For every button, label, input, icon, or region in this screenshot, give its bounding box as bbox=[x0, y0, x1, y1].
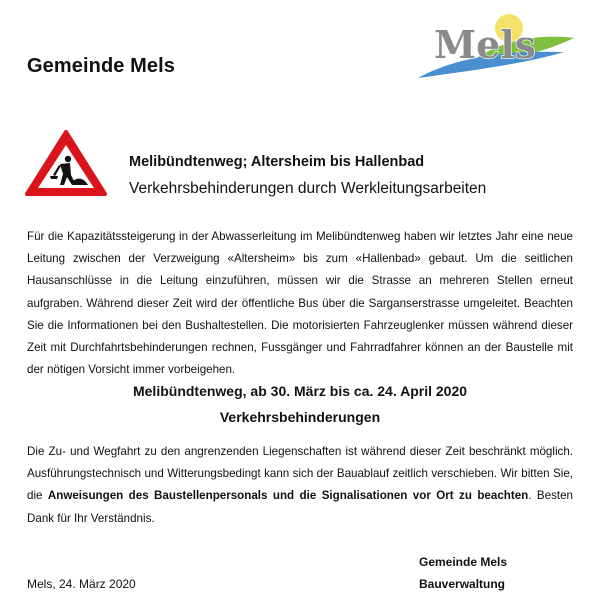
notice-subtitle: Verkehrsbehinderungen durch Werkleitungsarbeiten bbox=[129, 180, 487, 197]
roadworks-warning-icon bbox=[24, 128, 108, 198]
notice-headline: Melibündtenweg; Altersheim bis Hallenbad bbox=[129, 154, 425, 170]
period-line-dates: Melibündtenweg, ab 30. März bis ca. 24. April 2020 bbox=[132, 383, 468, 399]
logo-wordmark: Mels bbox=[434, 22, 537, 67]
signature-org: Gemeinde Mels bbox=[419, 555, 508, 569]
paragraph-2-start: Die Zu- und Wegfahrt zu den angrenzenden Liegenschaften ist während dieser Zeit beschränkt möglich. Ausführungstechnisch und Witterungsbedingt kann sich der Bauablauf zeitlich verschieben. Wir bitten Sie, die bbox=[27, 445, 573, 503]
paragraph-2-emphasis: Anweisungen des Baustellenpersonals und die Signalisationen vor Ort zu beachten bbox=[47, 489, 529, 503]
mels-logo bbox=[414, 8, 576, 80]
page-title: Gemeinde Mels bbox=[27, 55, 176, 77]
place-date: Mels, 24. März 2020 bbox=[27, 577, 136, 591]
body-paragraph-2 bbox=[27, 441, 573, 530]
body-paragraph-1: Für die Kapazitätssteigerung in der Abwasserleitung im Melibündtenweg haben wir letztes Jahr eine neue Leitung zwischen der Verzweigung «Altersheim» bis zum «Hallenbad» gebaut. Um die seitlichen Hausanschlüsse in die Leitung einzuführen, müssen wir die Strasse an mehreren Stellen erneut aufgraben. Während dieser Zeit wird der öffentliche Bus über die Sarganserstrasse umgeleitet. Beachten Sie die Informationen bei den Bushaltestellen. Die motorisierten Fahrzeuglenker müssen während dieser Zeit mit Durchfahrtsbehinderungen rechnen, Fussgänger und Fahrradfahrer können an der Baustelle mit der nötigen Vorsicht immer vorbeigehen. bbox=[27, 230, 573, 377]
period-line-heading: Verkehrsbehinderungen bbox=[219, 409, 381, 425]
paragraph-2-end: . Besten Dank für Ihr Verständnis. bbox=[27, 489, 573, 525]
signature-dept: Bauverwaltung bbox=[419, 577, 506, 591]
